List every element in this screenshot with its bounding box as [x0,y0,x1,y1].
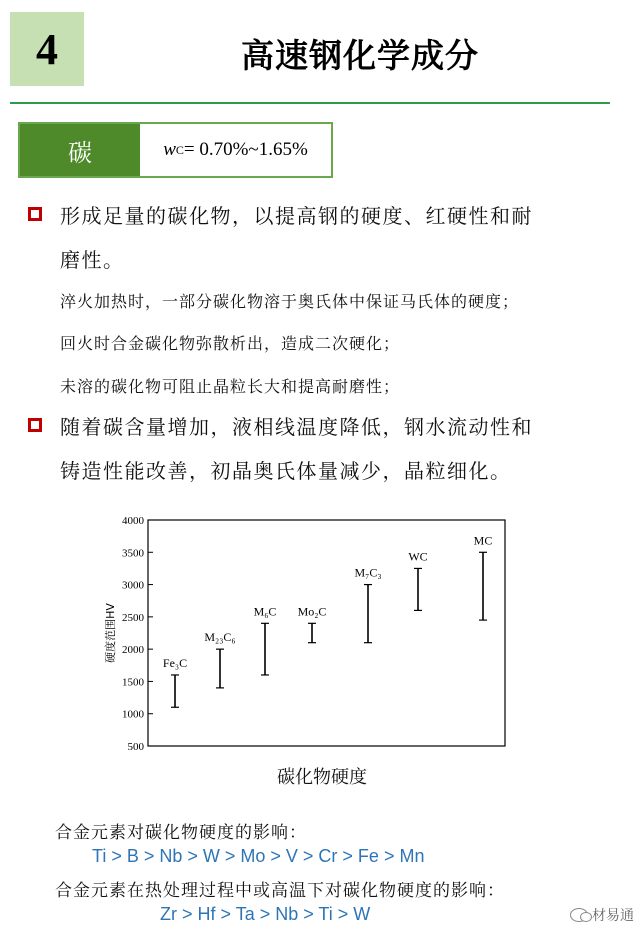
category-label: M₇C₃ [354,565,382,580]
mass-fraction-symbol: w [163,139,176,160]
watermark [570,905,634,925]
bullet-2-line-1: 随着碳含量增加，液相线温度降低，钢水流动性和 [60,415,533,439]
chart-axes [103,515,505,753]
bullet-square-icon [28,418,42,432]
carbide-hardness-chart [100,508,520,758]
alloy-effect-title: 合金元素对碳化物硬度的影响： [55,823,307,843]
page-title: 高速钢化学成分 [241,36,479,75]
watermark-text: 材易通 [592,908,634,924]
element-range [140,124,331,176]
category-label: MC [473,533,493,548]
y-tick-label: 2000 [122,644,144,657]
heat-effect-order: Zr > Hf > Ta > Nb > Ti > W [160,904,371,924]
sub-point-3: 未溶的碳化物可阻止晶粒长大和提高耐磨性； [60,377,401,396]
alloy-effect-order: Ti > B > Nb > W > Mo > V > Cr > Fe > Mn [92,846,425,866]
heat-effect-title: 合金元素在热处理过程中或高温下对碳化物硬度的影响： [55,881,505,901]
mass-fraction-value: = 0.70%~1.65% [183,139,308,160]
category-label: Fe₃C [162,655,188,670]
bullet-2-line-2: 铸造性能改善，初晶奥氏体量减少，晶粒细化。 [60,459,512,483]
category-label: M₆C [253,604,277,619]
sub-point-1: 淬火加热时，一部分碳化物溶于奥氏体中保证马氏体的硬度； [60,292,520,311]
chart-caption: 碳化物硬度 [277,767,367,788]
wechat-icon [570,908,588,922]
y-tick-label: 2500 [122,611,144,624]
bullet-1-line-2: 磨性。 [60,248,125,272]
y-tick-label: 1000 [122,708,144,721]
mass-fraction-subscript: C [175,142,184,157]
title-divider [10,102,610,104]
category-label: M₂₃C₆ [204,630,236,645]
y-tick-label: 1500 [122,676,144,689]
category-label: Mo₂C [297,604,327,619]
y-axis-label: 硬度范围HV [104,603,117,663]
y-tick-label: 4000 [122,515,144,527]
sub-point-2: 回火时合金碳化物弥散析出，造成二次硬化； [60,334,401,353]
bullet-square-icon [28,207,42,221]
element-name: 碳 [20,124,140,176]
section-number: 4 [36,24,58,74]
category-label: WC [408,549,428,564]
y-tick-label: 3000 [122,579,144,592]
chart-marks [163,533,492,707]
section-number-box [10,12,84,86]
element-box [18,122,333,178]
plot-frame [148,520,505,746]
bullet-1-line-1: 形成足量的碳化物，以提高钢的硬度、红硬性和耐 [60,204,533,228]
y-tick-label: 500 [127,741,144,753]
y-tick-label: 3500 [122,547,144,560]
